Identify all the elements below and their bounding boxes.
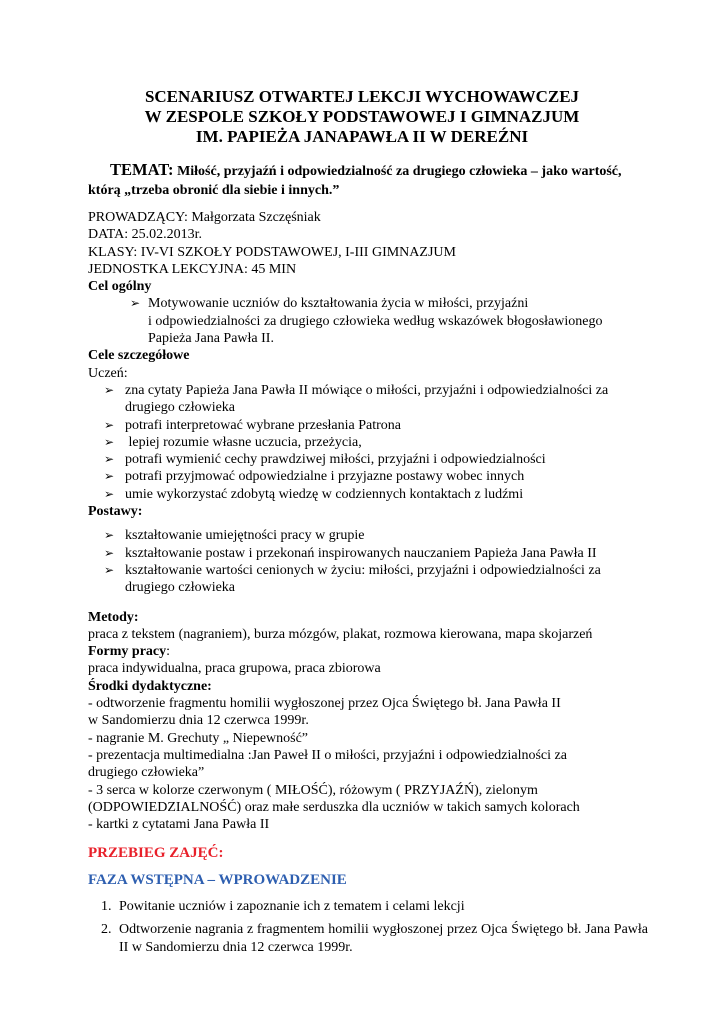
list-item: ➢ kształtowanie wartości cenionych w życiu: miłości, przyjaźni i odpowiedzialności za drugiego człowieka bbox=[104, 562, 601, 596]
topic-label: TEMAT: bbox=[110, 160, 174, 179]
steps-list bbox=[88, 898, 648, 956]
topic-line-2: którą „trzeba obronić dla siebie i innych.” bbox=[88, 183, 340, 198]
list-item: ➢ potrafi przyjmować odpowiedzialne i przyjazne postawy wobec innych bbox=[104, 469, 525, 485]
arrowhead-bullet-icon: ➢ bbox=[104, 434, 115, 449]
classes-line: KLASY: IV-VI SZKOŁY PODSTAWOWEJ, I-III GIMNAZJUM bbox=[88, 244, 456, 260]
aids-line: (ODPOWIEDZIALNOŚĆ) oraz małe serduszka dla uczniów w takich samych kolorach bbox=[88, 799, 580, 815]
attitudes-list bbox=[88, 527, 648, 596]
arrowhead-bullet-icon: ➢ bbox=[104, 452, 115, 467]
aids-line: - nagranie M. Grechuty „ Niepewność” bbox=[88, 730, 309, 746]
list-item bbox=[88, 921, 648, 956]
teacher-line: PROWADZĄCY: Małgorzata Szczęśniak bbox=[88, 210, 321, 225]
arrowhead-bullet-icon: ➢ bbox=[104, 528, 115, 543]
methods-text: praca z tekstem (nagraniem), burza mózgów, plakat, rozmowa kierowana, mapa skojarzeń bbox=[88, 626, 593, 642]
list-item: ➢ Motywowanie uczniów do kształtowania życia w miłości, przyjaźni i odpowiedzialności za drugiego człowieka według wskazówek błogosławionego Papieża Jana Pawła II. bbox=[130, 296, 603, 347]
specific-goals-intro: Uczeń: bbox=[88, 365, 128, 381]
date-line: DATA: 25.02.2013r. bbox=[88, 227, 202, 243]
list-item bbox=[88, 898, 648, 915]
title-line-2: W ZESPOLE SZKOŁY PODSTAWOWEJ I GIMNAZJUM bbox=[144, 107, 580, 126]
arrowhead-bullet-icon: ➢ bbox=[104, 545, 115, 560]
forms-heading: Formy pracy bbox=[88, 644, 167, 660]
step-number: 1. bbox=[101, 898, 112, 914]
specific-goals-heading: Cele szczegółowe bbox=[88, 348, 190, 364]
teaching-aids-heading: Środki dydaktyczne: bbox=[88, 678, 212, 694]
aids-line: drugiego człowieka” bbox=[88, 765, 205, 781]
arrowhead-bullet-icon: ➢ bbox=[130, 296, 141, 311]
aids-line: - odtworzenie fragmentu homilii wygłoszonej przez Ojca Świętego bł. Jana Pawła II bbox=[88, 696, 561, 712]
aids-line: - prezentacja multimedialna :Jan Paweł II o miłości, przyjaźni i odpowiedzialności za bbox=[88, 747, 567, 763]
title-line-1: SCENARIUSZ OTWARTEJ LEKCJI WYCHOWAWCZEJ bbox=[144, 87, 580, 106]
step-number: 2. bbox=[101, 922, 112, 938]
attitudes-heading: Postawy: bbox=[88, 504, 143, 520]
document-body bbox=[88, 209, 648, 962]
arrowhead-bullet-icon: ➢ bbox=[104, 486, 115, 501]
topic-line-1 bbox=[88, 160, 648, 181]
duration-line: JEDNOSTKA LEKCYJNA: 45 MIN bbox=[88, 261, 297, 277]
list-item: ➢ potrafi wymienić cechy prawdziwej miłości, przyjaźni i odpowiedzialności bbox=[104, 452, 546, 468]
list-item: ➢ lepiej rozumie własne uczucia, przeżycia, bbox=[104, 434, 362, 450]
arrowhead-bullet-icon: ➢ bbox=[104, 417, 115, 432]
list-item: ➢ kształtowanie postaw i przekonań inspirowanych nauczaniem Papieża Jana Pawła II bbox=[104, 545, 597, 561]
forms-text: praca indywidualna, praca grupowa, praca zbiorowa bbox=[88, 661, 381, 677]
list-item: ➢ potrafi interpretować wybrane przesłania Patrona bbox=[104, 417, 401, 433]
general-goal-heading: Cel ogólny bbox=[88, 279, 152, 295]
list-item: ➢ zna cytaty Papieża Jana Pawła II mówiące o miłości, przyjaźni i odpowiedzialności za drugiego człowieka bbox=[104, 382, 609, 416]
list-item: ➢ kształtowanie umiejętności pracy w grupie bbox=[104, 528, 365, 544]
methods-heading: Metody: bbox=[88, 609, 139, 625]
forms-heading-line bbox=[88, 643, 648, 660]
step-text: Odtworzenie nagrania z fragmentem homilii wygłoszonej przez Ojca Świętego bł. Jana Pawła II w Sandomierzu dnia 12 czerwca 1999r. bbox=[119, 922, 648, 955]
lesson-course-heading: PRZEBIEG ZAJĘĆ: bbox=[88, 845, 224, 862]
document-title bbox=[0, 87, 724, 147]
title-line-3: IM. PAPIEŻA JANAPAWŁA II W DEREŹNI bbox=[195, 127, 529, 146]
forms-colon: : bbox=[166, 644, 171, 660]
arrowhead-bullet-icon: ➢ bbox=[104, 562, 115, 577]
list-item: ➢ umie wykorzystać zdobytą wiedzę w codziennych kontaktach z ludźmi bbox=[104, 486, 524, 502]
aids-line: - 3 serca w kolorze czerwonym ( MIŁOŚĆ), różowym ( PRZYJAŹŃ), zielonym bbox=[88, 782, 538, 798]
general-goal-list bbox=[88, 295, 648, 347]
aids-line: w Sandomierzu dnia 12 czerwca 1999r. bbox=[88, 713, 309, 729]
specific-goals-list bbox=[88, 382, 648, 503]
intro-phase-heading: FAZA WSTĘPNA – WPROWADZENIE bbox=[88, 871, 347, 888]
lesson-topic bbox=[88, 160, 648, 200]
step-text: Powitanie uczniów i zapoznanie ich z tematem i celami lekcji bbox=[119, 898, 465, 914]
topic-text-1: Miłość, przyjaźń i odpowiedzialność za drugiego człowieka – jako wartość, bbox=[173, 164, 622, 179]
arrowhead-bullet-icon: ➢ bbox=[104, 469, 115, 484]
arrowhead-bullet-icon: ➢ bbox=[104, 382, 115, 397]
aids-line: - kartki z cytatami Jana Pawła II bbox=[88, 817, 270, 833]
